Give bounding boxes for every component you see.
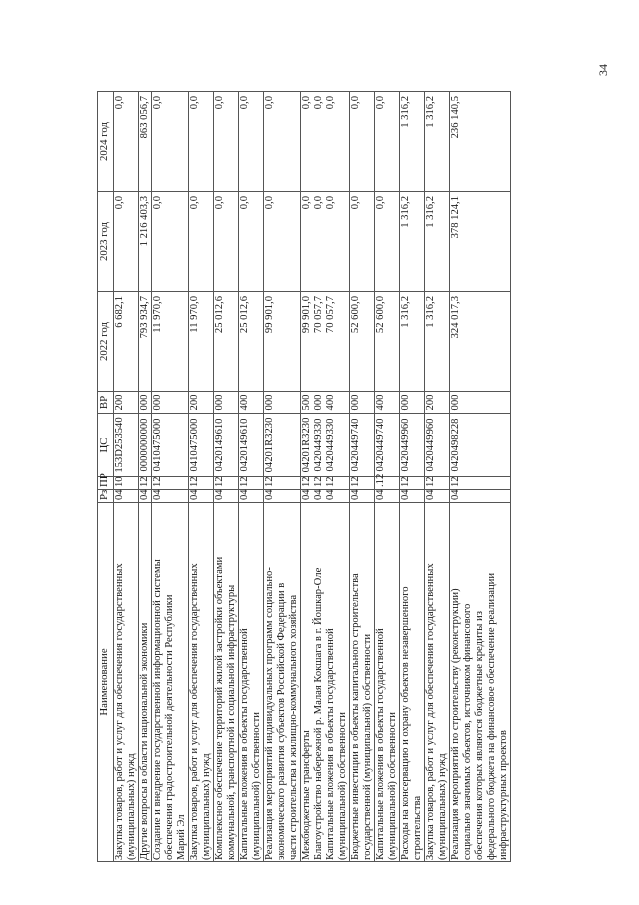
- cell-name-line: экономического развития субъектов Российской Федерации в: [276, 582, 287, 860]
- cell-name: [239, 503, 264, 862]
- cell-2023-line: 0,0: [152, 196, 163, 210]
- cell-name-line: Реализация мероприятий по строительству (реконструкции): [450, 588, 461, 860]
- cell-rz-line: 04: [239, 489, 250, 500]
- cell-name-line: Марий Эл: [176, 814, 187, 860]
- budget-table: [97, 91, 511, 862]
- cell-2022: [189, 292, 214, 392]
- cell-2024-line: 0,0: [301, 96, 312, 110]
- cell-2024-line: 0,0: [325, 96, 336, 110]
- cell-2023-line: 1 216 403,3: [139, 196, 150, 247]
- cell-cs: [114, 414, 139, 477]
- cell-2023: [301, 192, 350, 292]
- cell-vr: [152, 392, 189, 414]
- cell-name-line: Реализация мероприятий индивидуальных программ социально-: [264, 567, 275, 860]
- cell-cs-line: 153D253540: [114, 417, 125, 473]
- header-cs: ЦС: [98, 414, 114, 477]
- cell-2024: [139, 92, 152, 192]
- cell-name-line: (муниципальной) собственности: [337, 712, 348, 860]
- cell-vr-line: 000: [214, 394, 225, 411]
- cell-cs: [400, 414, 425, 477]
- cell-rz-line: 04: [214, 489, 225, 500]
- cell-cs: [425, 414, 450, 477]
- cell-cs: [375, 414, 400, 477]
- cell-2024: [350, 92, 375, 192]
- cell-2024-line: 0,0: [350, 96, 361, 110]
- cell-rz-line: 04: [375, 489, 386, 500]
- cell-name-line: коммунальной, транспортной и социальной инфраструктуры: [226, 584, 237, 860]
- cell-2024-line: 0,0: [264, 96, 275, 110]
- cell-2023: [400, 192, 425, 292]
- table-row: [350, 92, 375, 862]
- cell-pr-line: 12: [325, 476, 336, 487]
- cell-name-line: Капитальные вложения в объекты государственной: [239, 628, 250, 860]
- cell-cs-line: 0410475000: [189, 418, 200, 472]
- cell-2024-line: 0,0: [214, 96, 225, 110]
- cell-name: [425, 503, 450, 862]
- cell-2022: [139, 292, 152, 392]
- cell-2022: [301, 292, 350, 392]
- cell-pr-line: 12: [139, 476, 150, 487]
- cell-pr-line: 12: [264, 476, 275, 487]
- cell-2022-line: 793 934,7: [139, 296, 150, 339]
- cell-cs: [350, 414, 375, 477]
- cell-2022: [114, 292, 139, 392]
- cell-rz: [425, 490, 450, 503]
- cell-2023: [139, 192, 152, 292]
- cell-2022-line: 11 970,0: [152, 296, 163, 333]
- cell-2022-line: 25 012,6: [214, 296, 225, 334]
- cell-rz-line: 04: [400, 489, 411, 500]
- cell-vr-line: 000: [139, 394, 150, 411]
- cell-vr: [450, 392, 511, 414]
- cell-name-line: (муниципальных) нужд: [201, 753, 212, 860]
- cell-name: [301, 503, 350, 862]
- cell-pr: [350, 477, 375, 490]
- cell-rz-line: 04: [139, 489, 150, 500]
- cell-rz: [239, 490, 264, 503]
- cell-rz-line: 04: [313, 489, 324, 500]
- cell-2023: [114, 192, 139, 292]
- header-rz: Рз: [98, 490, 114, 503]
- cell-2022-line: 99 901,0: [264, 296, 275, 334]
- cell-2024: [301, 92, 350, 192]
- cell-2023-line: 0,0: [313, 196, 324, 210]
- cell-rz-line: 04: [425, 489, 436, 500]
- cell-name: [375, 503, 400, 862]
- table-row: [114, 92, 139, 862]
- header-2024: 2024 год: [98, 92, 114, 192]
- table-row: [189, 92, 214, 862]
- cell-cs: [214, 414, 239, 477]
- cell-name-line: обеспечения которых являются бюджетные кредиты из: [474, 611, 485, 860]
- cell-cs-line: 0000000000: [139, 418, 150, 472]
- cell-vr: [214, 392, 239, 414]
- cell-vr: [139, 392, 152, 414]
- cell-2023: [450, 192, 511, 292]
- table-row: [301, 92, 350, 862]
- cell-cs: [239, 414, 264, 477]
- header-2022: 2022 год: [98, 292, 114, 392]
- cell-rz-line: 04: [350, 489, 361, 500]
- header-name: Наименование: [98, 503, 114, 862]
- cell-cs-line: 0420449960: [425, 418, 436, 472]
- cell-name-line: Комплексное обеспечение территорий жилой застройки объектами: [214, 556, 225, 860]
- cell-name: [400, 503, 425, 862]
- cell-pr-line: 12: [400, 476, 411, 487]
- table-row: [400, 92, 425, 862]
- cell-pr: [214, 477, 239, 490]
- cell-2022-line: 70 057,7: [313, 296, 324, 334]
- cell-name-line: Благоустройство набережной р. Малая Кокшага в г. Йошкар-Оле: [313, 567, 324, 860]
- cell-2022: [152, 292, 189, 392]
- cell-name-line: Закупка товаров, работ и услуг для обеспечения государственных: [114, 563, 125, 860]
- cell-cs-line: 0420498228: [450, 418, 461, 472]
- cell-vr: [239, 392, 264, 414]
- cell-2022-line: 52 600,0: [350, 296, 361, 334]
- cell-2024-line: 1 316,2: [400, 96, 411, 128]
- cell-rz-line: 04: [325, 489, 336, 500]
- cell-rz: [450, 490, 511, 503]
- cell-2023-line: 0,0: [264, 196, 275, 210]
- cell-pr: [400, 477, 425, 490]
- cell-name-line: Капитальные вложения в объекты государственной: [325, 628, 336, 860]
- cell-2022: [239, 292, 264, 392]
- cell-cs: [139, 414, 152, 477]
- cell-name: [350, 503, 375, 862]
- cell-2023-line: 0,0: [189, 196, 200, 210]
- cell-pr-line: 12: [189, 476, 200, 487]
- cell-name: [114, 503, 139, 862]
- cell-vr-line: 500: [301, 394, 312, 411]
- cell-vr-line: 000: [400, 394, 411, 411]
- cell-name-line: Закупка товаров, работ и услуг для обеспечения государственных: [425, 563, 436, 860]
- cell-vr: [189, 392, 214, 414]
- cell-2023: [375, 192, 400, 292]
- cell-2024: [264, 92, 301, 192]
- cell-rz-line: 04: [264, 489, 275, 500]
- cell-cs-line: 0420449330: [325, 418, 336, 472]
- table-row: [375, 92, 400, 862]
- cell-2024-line: 1 316,2: [425, 96, 436, 128]
- cell-pr-line: 12: [301, 476, 312, 487]
- cell-2024-line: 0,0: [375, 96, 386, 110]
- cell-2024: [425, 92, 450, 192]
- cell-name: [152, 503, 189, 862]
- cell-vr-line: 000: [450, 394, 461, 411]
- cell-2022: [425, 292, 450, 392]
- cell-name-line: социально значимых объектов, источником финансового: [462, 603, 473, 860]
- cell-vr: [400, 392, 425, 414]
- rotated-table-container: [97, 92, 587, 862]
- cell-cs-line: 0420449960: [400, 418, 411, 472]
- cell-rz: [375, 490, 400, 503]
- cell-name: [139, 503, 152, 862]
- cell-name-line: государственной (муниципальной) собственности: [362, 633, 373, 860]
- table-row: [239, 92, 264, 862]
- cell-rz-line: 04: [114, 489, 125, 500]
- cell-pr-line: .12: [375, 473, 386, 487]
- cell-rz: [301, 490, 350, 503]
- cell-cs: [189, 414, 214, 477]
- cell-rz: [350, 490, 375, 503]
- cell-rz-line: 04: [189, 489, 200, 500]
- cell-2023-line: 0,0: [301, 196, 312, 210]
- cell-rz: [189, 490, 214, 503]
- cell-name-line: Капитальные вложения в объекты государственной: [375, 628, 386, 860]
- cell-2023-line: 0,0: [214, 196, 225, 210]
- cell-2022-line: 11 970,0: [189, 296, 200, 333]
- cell-cs-line: 04201R3230: [301, 417, 312, 473]
- cell-vr-line: 400: [375, 394, 386, 411]
- cell-2022-line: 25 012,6: [239, 296, 250, 334]
- cell-2024: [239, 92, 264, 192]
- cell-cs-line: 0410475000: [152, 418, 163, 472]
- cell-vr: [375, 392, 400, 414]
- cell-2023-line: 378 124,1: [450, 196, 461, 239]
- cell-pr-line: 12: [152, 476, 163, 487]
- cell-vr-line: 400: [239, 394, 250, 411]
- page-number: 34: [596, 64, 610, 76]
- cell-pr-line: 12: [425, 476, 436, 487]
- cell-2023-line: 0,0: [239, 196, 250, 210]
- cell-rz: [214, 490, 239, 503]
- cell-name-line: Межбюджетные трансферты: [301, 730, 312, 860]
- cell-2023: [239, 192, 264, 292]
- cell-rz: [114, 490, 139, 503]
- cell-rz: [264, 490, 301, 503]
- cell-pr: [139, 477, 152, 490]
- cell-name-line: Расходы на консервацию и охрану объектов незавершенного: [400, 586, 411, 860]
- table-header-row: [98, 92, 114, 862]
- cell-2023: [264, 192, 301, 292]
- cell-rz-line: 04: [301, 489, 312, 500]
- cell-cs: [264, 414, 301, 477]
- cell-2022-line: 324 017,3: [450, 296, 461, 339]
- cell-2022-line: 1 316,2: [400, 296, 411, 328]
- cell-cs: [152, 414, 189, 477]
- cell-vr-line: 000: [152, 394, 163, 411]
- table-row: [450, 92, 511, 862]
- cell-2022-line: 99 901,0: [301, 296, 312, 334]
- cell-vr-line: 200: [114, 394, 125, 411]
- cell-pr: [450, 477, 511, 490]
- cell-2023: [350, 192, 375, 292]
- cell-2023-line: 0,0: [325, 196, 336, 210]
- cell-cs: [450, 414, 511, 477]
- cell-rz-line: 04: [152, 489, 163, 500]
- table-row: [264, 92, 301, 862]
- cell-name-line: части строительства и жилищно-коммунального хозяйства: [288, 594, 299, 860]
- cell-2022: [350, 292, 375, 392]
- cell-name-line: (муниципальной) собственности: [387, 712, 398, 860]
- cell-name: [450, 503, 511, 862]
- cell-pr: [114, 477, 139, 490]
- cell-2024: [189, 92, 214, 192]
- cell-2022: [375, 292, 400, 392]
- cell-rz: [400, 490, 425, 503]
- cell-2022-line: 70 057,7: [325, 296, 336, 334]
- cell-pr: [152, 477, 189, 490]
- cell-2022: [400, 292, 425, 392]
- table-row: [139, 92, 152, 862]
- header-pr: ПР: [98, 477, 114, 490]
- cell-vr-line: 000: [313, 394, 324, 411]
- cell-pr: [375, 473, 400, 490]
- cell-2023: [152, 192, 189, 292]
- cell-cs-line: 0420149610: [214, 418, 225, 472]
- cell-pr-line: 12: [313, 476, 324, 487]
- cell-2024-line: 0,0: [189, 96, 200, 110]
- cell-vr: [301, 392, 350, 414]
- cell-2023-line: 0,0: [114, 196, 125, 210]
- cell-pr: [264, 477, 301, 490]
- table-row: [214, 92, 239, 862]
- cell-cs-line: 0420149610: [239, 418, 250, 472]
- cell-name-line: инфраструктурных проектов: [498, 730, 509, 860]
- cell-name-line: (муниципальных) нужд: [126, 753, 137, 860]
- cell-name: [264, 503, 301, 862]
- cell-2024: [400, 92, 425, 192]
- cell-name-line: Создание и внедрение государственной информационной системы: [152, 559, 163, 860]
- cell-vr-line: 400: [325, 394, 336, 411]
- cell-2023: [425, 192, 450, 292]
- cell-vr: [350, 392, 375, 414]
- table-row: [425, 92, 450, 862]
- cell-2022-line: 6 682,1: [114, 296, 125, 328]
- cell-2022: [264, 292, 301, 392]
- cell-vr-line: 000: [350, 394, 361, 411]
- cell-2023: [214, 192, 239, 292]
- cell-2024: [375, 92, 400, 192]
- cell-2024: [450, 92, 511, 192]
- cell-cs-line: 0420449740: [375, 418, 386, 472]
- cell-cs-line: 0420449330: [313, 418, 324, 472]
- cell-pr-line: 12: [214, 476, 225, 487]
- cell-2024: [152, 92, 189, 192]
- cell-name-line: Бюджетные инвестиции в объекты капитального строительства: [350, 573, 361, 860]
- cell-pr: [189, 477, 214, 490]
- cell-2024-line: 236 140,5: [450, 96, 461, 139]
- cell-2024-line: 863 056,7: [139, 96, 150, 139]
- cell-2022: [214, 292, 239, 392]
- cell-2024-line: 0,0: [114, 96, 125, 110]
- cell-name-line: (муниципальных) нужд: [437, 753, 448, 860]
- cell-2024: [214, 92, 239, 192]
- table-row: [152, 92, 189, 862]
- cell-name: [189, 503, 214, 862]
- cell-name-line: Другие вопросы в области национальной экономики: [139, 622, 150, 860]
- cell-2023: [189, 192, 214, 292]
- cell-2024-line: 0,0: [239, 96, 250, 110]
- cell-cs-line: 04201R3230: [264, 417, 275, 473]
- cell-2023-line: 0,0: [350, 196, 361, 210]
- cell-2022-line: 1 316,2: [425, 296, 436, 328]
- header-2023: 2023 год: [98, 192, 114, 292]
- cell-2024: [114, 92, 139, 192]
- cell-pr-line: 12: [450, 476, 461, 487]
- cell-name-line: Закупка товаров, работ и услуг для обеспечения государственных: [189, 563, 200, 860]
- cell-name-line: обеспечения градостроительной деятельности Республики: [164, 594, 175, 860]
- cell-pr-line: 12: [239, 476, 250, 487]
- cell-2024-line: 0,0: [313, 96, 324, 110]
- cell-vr-line: 000: [264, 394, 275, 411]
- cell-vr-line: 200: [425, 394, 436, 411]
- cell-2023-line: 1 316,2: [400, 196, 411, 228]
- cell-name-line: федерального бюджета на финансовое обеспечение реализации: [486, 573, 497, 860]
- cell-pr-line: 12: [350, 476, 361, 487]
- cell-2022-line: 52 600,0: [375, 296, 386, 334]
- cell-pr: [301, 477, 350, 490]
- cell-name: [214, 503, 239, 862]
- cell-cs-line: 0420449740: [350, 418, 361, 472]
- cell-2022: [450, 292, 511, 392]
- cell-vr: [114, 392, 139, 414]
- cell-2023-line: 1 316,2: [425, 196, 436, 228]
- cell-vr: [264, 392, 301, 414]
- cell-name-line: строительства: [412, 795, 423, 860]
- cell-rz-line: 04: [450, 489, 461, 500]
- cell-pr: [239, 477, 264, 490]
- cell-name-line: (муниципальной) собственности: [251, 712, 262, 860]
- cell-rz: [139, 490, 152, 503]
- cell-pr: [425, 477, 450, 490]
- cell-rz: [152, 490, 189, 503]
- header-vr: ВР: [98, 392, 114, 414]
- cell-vr: [425, 392, 450, 414]
- cell-2023-line: 0,0: [375, 196, 386, 210]
- cell-pr-line: 10: [114, 476, 125, 487]
- cell-2024-line: 0,0: [152, 96, 163, 110]
- cell-vr-line: 200: [189, 394, 200, 411]
- cell-cs: [301, 414, 350, 477]
